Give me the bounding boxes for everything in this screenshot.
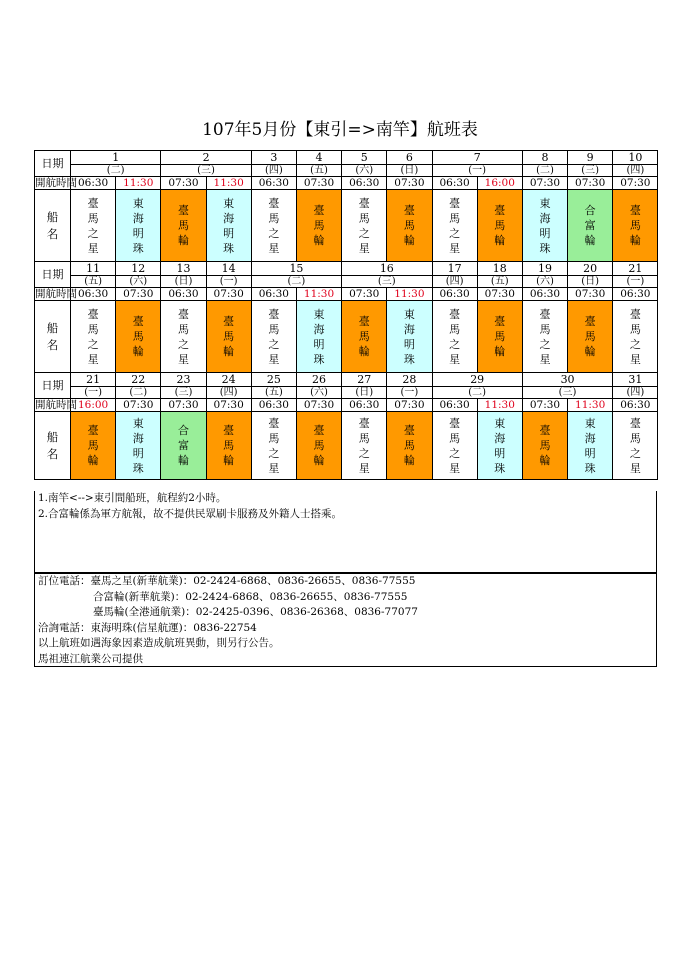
date-cell: 21 — [613, 262, 658, 276]
ship-label-text: 船 名 — [46, 320, 59, 352]
departure-time-cell: 07:30 — [522, 399, 567, 412]
weekday-cell: (一) — [71, 387, 116, 399]
weekday-cell: (二) — [251, 276, 341, 288]
departure-time-cell: 07:30 — [568, 288, 613, 301]
note-line: 2.合富輪係為軍方航報，故不提供民眾刷卡服務及外籍人士搭乘。 — [38, 507, 343, 520]
date-label: 日期 — [35, 262, 71, 288]
ship-cell — [568, 301, 613, 373]
departure-time-cell: 06:30 — [342, 177, 387, 190]
note-line: 1.南竿<-->東引間船班，航程約2小時。 — [38, 492, 227, 504]
ship-name: 臺 馬 輪 — [403, 204, 415, 247]
ship-name: 合 富 輪 — [584, 204, 596, 247]
weekday-row — [35, 276, 658, 288]
ship-name: 臺 馬 輪 — [358, 315, 370, 358]
ship-row — [35, 301, 658, 373]
weekday-cell: (一) — [432, 165, 522, 177]
ship-cell — [251, 412, 296, 480]
weekday-cell: (四) — [613, 165, 658, 177]
departure-time-cell: 06:30 — [251, 177, 296, 190]
date-cell: 18 — [477, 262, 522, 276]
date-cell: 26 — [296, 373, 341, 387]
weekday-cell: (四) — [613, 387, 658, 399]
date-cell: 21 — [71, 373, 116, 387]
departure-time-cell: 06:30 — [71, 177, 116, 190]
weekday-cell: (三) — [342, 276, 432, 288]
ship-cell — [116, 190, 161, 262]
ship-name: 臺 馬 輪 — [629, 204, 641, 247]
departure-time-row — [35, 399, 658, 412]
ship-name: 臺 馬 輪 — [313, 204, 325, 247]
weekday-cell: (五) — [251, 387, 296, 399]
departure-time-cell: 06:30 — [522, 288, 567, 301]
contacts-section — [34, 573, 657, 667]
date-cell: 22 — [116, 373, 161, 387]
departure-time-cell: 06:30 — [432, 177, 477, 190]
time-label: 開航時間 — [35, 398, 77, 411]
weekday-cell: (一) — [387, 387, 432, 399]
weekday-cell: (日) — [387, 165, 432, 177]
ship-cell — [432, 301, 477, 373]
time-label: 開航時間 — [35, 287, 77, 300]
ship-label — [35, 190, 71, 262]
ship-name: 臺 馬 輪 — [313, 424, 325, 467]
provider-text: 馬祖連江航業公司提供 — [38, 652, 143, 665]
ship-cell — [161, 190, 206, 262]
ship-cell — [251, 190, 296, 262]
ship-row — [35, 190, 658, 262]
ship-cell — [613, 412, 658, 480]
booking-line — [38, 574, 653, 590]
weekday-cell: (五) — [477, 276, 522, 288]
departure-time-cell: 06:30 — [161, 288, 206, 301]
date-row — [35, 373, 658, 387]
weekday-cell: (二) — [116, 387, 161, 399]
notes-section — [34, 491, 657, 573]
departure-time-row — [35, 177, 658, 190]
date-cell: 7 — [432, 151, 522, 165]
date-cell: 14 — [206, 262, 251, 276]
ship-cell — [71, 412, 116, 480]
ship-name: 臺 馬 輪 — [494, 204, 506, 247]
departure-time-cell: 07:30 — [613, 177, 658, 190]
ship-name: 臺 馬 之 星 — [449, 416, 461, 475]
ship-cell — [342, 301, 387, 373]
weekday-cell: (三) — [161, 165, 251, 177]
weekday-cell: (一) — [206, 276, 251, 288]
ship-name: 臺 馬 輪 — [223, 315, 235, 358]
date-cell: 29 — [432, 373, 522, 387]
ship-cell — [296, 301, 341, 373]
ship-cell — [71, 301, 116, 373]
ship-name: 臺 馬 輪 — [132, 315, 144, 358]
date-cell: 12 — [116, 262, 161, 276]
departure-time-cell: 06:30 — [432, 399, 477, 412]
date-cell: 3 — [251, 151, 296, 165]
booking-label: 訂位電話： — [38, 575, 91, 587]
date-cell: 30 — [522, 373, 612, 387]
date-row — [35, 151, 658, 165]
weekday-cell: (二) — [71, 165, 161, 177]
ship-name: 臺 馬 輪 — [539, 424, 551, 467]
departure-time-cell: 11:30 — [116, 177, 161, 190]
ship-cell — [206, 412, 251, 480]
weekday-cell: (日) — [342, 387, 387, 399]
date-row — [35, 262, 658, 276]
weekday-cell: (五) — [71, 276, 116, 288]
date-cell: 4 — [296, 151, 341, 165]
ship-name: 臺 馬 輪 — [177, 204, 189, 247]
ship-cell — [116, 301, 161, 373]
date-cell: 23 — [161, 373, 206, 387]
ship-cell — [116, 412, 161, 480]
ship-name: 臺 馬 輪 — [584, 315, 596, 358]
ship-cell — [206, 190, 251, 262]
ship-name: 臺 馬 輪 — [87, 424, 99, 467]
weekday-cell: (六) — [522, 276, 567, 288]
ship-name: 臺 馬 輪 — [403, 424, 415, 467]
ship-label-text: 船 名 — [46, 429, 59, 461]
date-cell: 28 — [387, 373, 432, 387]
ship-cell — [71, 190, 116, 262]
weekday-cell: (三) — [522, 387, 612, 399]
ship-cell — [432, 412, 477, 480]
departure-time-cell: 07:30 — [116, 399, 161, 412]
ship-label — [35, 301, 71, 373]
ship-cell — [613, 301, 658, 373]
ship-cell — [161, 412, 206, 480]
weekday-cell: (二) — [522, 165, 567, 177]
departure-time-cell: 06:30 — [71, 288, 116, 301]
weekday-cell: (二) — [432, 387, 522, 399]
departure-time-cell: 07:30 — [477, 288, 522, 301]
inquiry-line — [38, 621, 653, 637]
departure-time-cell: 07:30 — [116, 288, 161, 301]
ship-cell — [296, 412, 341, 480]
date-cell: 2 — [161, 151, 251, 165]
date-cell: 31 — [613, 373, 658, 387]
ship-name: 臺 馬 輪 — [223, 424, 235, 467]
date-cell: 5 — [342, 151, 387, 165]
ship-cell — [387, 412, 432, 480]
date-label: 日期 — [35, 151, 71, 177]
weekday-cell: (日) — [161, 276, 206, 288]
schedule-table — [34, 150, 658, 480]
date-cell: 6 — [387, 151, 432, 165]
departure-time-cell: 16:00 — [71, 399, 116, 412]
date-cell: 25 — [251, 373, 296, 387]
ship-name: 臺 馬 之 星 — [358, 416, 370, 475]
departure-time-cell: 11:30 — [296, 288, 341, 301]
date-cell: 1 — [71, 151, 161, 165]
departure-time-cell: 11:30 — [387, 288, 432, 301]
weekday-cell: (三) — [161, 387, 206, 399]
departure-time-row — [35, 288, 658, 301]
ship-cell — [522, 190, 567, 262]
page-title: 107年5月份【東引=>南竿】航班表 — [202, 120, 478, 140]
date-cell: 11 — [71, 262, 116, 276]
date-cell: 20 — [568, 262, 613, 276]
departure-time-cell: 11:30 — [568, 399, 613, 412]
ship-cell — [477, 301, 522, 373]
ship-cell — [251, 301, 296, 373]
date-cell: 16 — [342, 262, 432, 276]
departure-time-cell: 06:30 — [613, 288, 658, 301]
ship-name: 臺 馬 之 星 — [629, 307, 641, 366]
ship-name: 臺 馬 之 星 — [268, 196, 280, 255]
ship-name: 臺 馬 之 星 — [87, 307, 99, 366]
departure-time-cell: 06:30 — [342, 399, 387, 412]
ship-label — [35, 412, 71, 480]
ship-cell — [432, 190, 477, 262]
ship-row — [35, 412, 658, 480]
ship-name: 臺 馬 之 星 — [358, 196, 370, 255]
ship-name: 合 富 輪 — [177, 424, 189, 467]
ship-name: 東 海 明 珠 — [494, 416, 506, 475]
ship-name: 臺 馬 之 星 — [449, 307, 461, 366]
departure-time-cell: 11:30 — [477, 399, 522, 412]
ship-name: 臺 馬 之 星 — [539, 307, 551, 366]
weekday-row — [35, 165, 658, 177]
date-cell: 27 — [342, 373, 387, 387]
ship-cell — [387, 190, 432, 262]
weekday-cell: (四) — [206, 387, 251, 399]
ship-cell — [568, 412, 613, 480]
departure-time-cell: 06:30 — [432, 288, 477, 301]
departure-time-cell: 07:30 — [387, 177, 432, 190]
ship-cell — [296, 190, 341, 262]
departure-time-cell: 07:30 — [161, 399, 206, 412]
ship-name: 臺 馬 之 星 — [177, 307, 189, 366]
date-cell: 9 — [568, 151, 613, 165]
ship-name: 東 海 明 珠 — [539, 196, 551, 255]
ship-name: 東 海 明 珠 — [132, 196, 144, 255]
departure-time-cell: 07:30 — [206, 288, 251, 301]
departure-time-cell: 07:30 — [522, 177, 567, 190]
ship-name: 臺 馬 之 星 — [87, 196, 99, 255]
date-cell: 15 — [251, 262, 341, 276]
weekday-cell: (六) — [296, 387, 341, 399]
weekday-cell: (三) — [568, 165, 613, 177]
ship-label-text: 船 名 — [46, 209, 59, 241]
date-cell: 13 — [161, 262, 206, 276]
weekday-row — [35, 387, 658, 399]
inquiry-label: 洽詢電話： — [38, 621, 91, 634]
departure-time-cell: 07:30 — [296, 399, 341, 412]
ship-cell — [342, 412, 387, 480]
weekday-cell: (一) — [613, 276, 658, 288]
ship-name: 東 海 明 珠 — [132, 416, 144, 475]
departure-time-cell: 07:30 — [387, 399, 432, 412]
ship-cell — [161, 301, 206, 373]
weekday-cell: (五) — [296, 165, 341, 177]
ship-cell — [568, 190, 613, 262]
ship-cell — [477, 190, 522, 262]
departure-time-cell: 07:30 — [206, 399, 251, 412]
booking-phone: 臺馬輪(全港通航業)：02-2425-0396、0836-26368、0836-77077 — [93, 606, 418, 618]
departure-time-cell: 11:30 — [206, 177, 251, 190]
weekday-cell: (日) — [568, 276, 613, 288]
ship-name: 臺 馬 之 星 — [268, 416, 280, 475]
date-cell: 17 — [432, 262, 477, 276]
departure-time-cell: 07:30 — [296, 177, 341, 190]
inquiry-phone: 東海明珠(信星航運)：0836-22754 — [90, 621, 257, 634]
ship-cell — [342, 190, 387, 262]
ship-name: 臺 馬 之 星 — [629, 416, 641, 475]
ship-name: 東 海 明 珠 — [403, 307, 415, 366]
ship-cell — [206, 301, 251, 373]
booking-phone: 合富輪(新華航業)：02-2424-6868、0836-26655、0836-77555 — [93, 590, 408, 603]
ship-name: 臺 馬 之 星 — [449, 196, 461, 255]
date-cell: 24 — [206, 373, 251, 387]
departure-time-cell: 16:00 — [477, 177, 522, 190]
weekday-cell: (四) — [432, 276, 477, 288]
ship-cell — [613, 190, 658, 262]
ship-name: 臺 馬 輪 — [494, 315, 506, 358]
date-cell: 19 — [522, 262, 567, 276]
booking-phone: 臺馬之星(新華航業)：02-2424-6868、0836-26655、0836-77555 — [90, 575, 416, 587]
weekday-cell: (四) — [251, 165, 296, 177]
ship-cell — [477, 412, 522, 480]
departure-time-cell: 07:30 — [161, 177, 206, 190]
weekday-cell: (六) — [342, 165, 387, 177]
notice-text: 以上航班如遇海象因素造成航班異動，則另行公告。 — [38, 637, 280, 649]
ship-name: 東 海 明 珠 — [584, 416, 596, 475]
ship-cell — [387, 301, 432, 373]
weekday-cell: (六) — [116, 276, 161, 288]
ship-cell — [522, 301, 567, 373]
departure-time-cell: 06:30 — [613, 399, 658, 412]
ship-name: 東 海 明 珠 — [223, 196, 235, 255]
date-cell: 10 — [613, 151, 658, 165]
date-label: 日期 — [35, 373, 71, 399]
departure-time-cell: 06:30 — [251, 288, 296, 301]
departure-time-cell: 06:30 — [251, 399, 296, 412]
ship-name: 東 海 明 珠 — [313, 307, 325, 366]
date-cell: 8 — [522, 151, 567, 165]
departure-time-cell: 07:30 — [568, 177, 613, 190]
ship-cell — [522, 412, 567, 480]
ship-name: 臺 馬 之 星 — [268, 307, 280, 366]
departure-time-cell: 07:30 — [342, 288, 387, 301]
time-label: 開航時間 — [35, 176, 77, 189]
